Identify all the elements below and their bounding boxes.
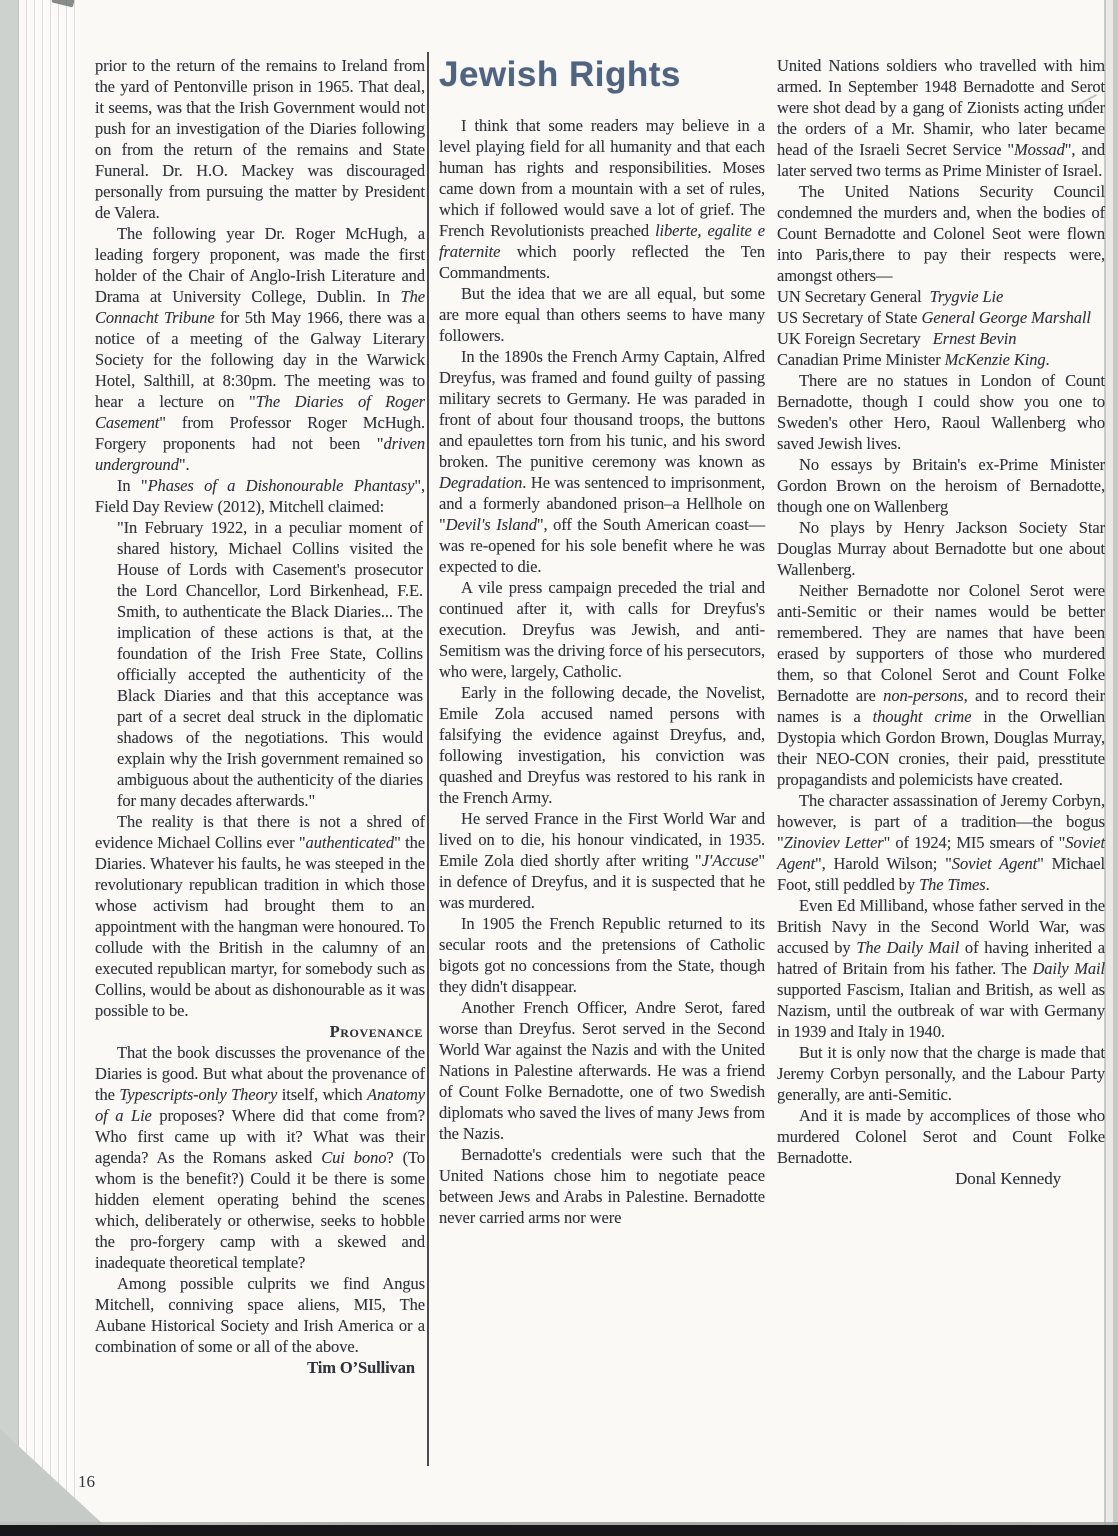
text-run: Canadian Prime Minister	[777, 350, 945, 369]
text-run: Devil's Island	[445, 515, 537, 534]
paragraph	[777, 181, 1105, 286]
text-run: Mossad	[1014, 140, 1065, 159]
paragraph	[439, 913, 765, 997]
paragraph	[777, 517, 1105, 580]
text-run: A vile press campaign preceded the trial and continued after it, with calls for Dreyfus's execution. Dreyfus was Jewish, and anti-Semitism was the driving force of his persecutors, who were, largely, Catholic.	[439, 578, 765, 681]
text-run: UK Foreign Secretary	[777, 329, 933, 348]
scanner-bed-bottom	[0, 1525, 1118, 1536]
text-run: prior to the return of the remains to Ireland from the yard of Pentonville prison in 1965. That deal, it seems, was that the Irish Government would not push for an investigation of the Diaries following on from the return of the remains and State Funeral. Dr. H.O. Mackey was discouraged personally from pursuing the matter by President de Valera.	[95, 56, 425, 222]
text-run: " Michael Foot, still peddled by	[777, 854, 1105, 894]
text-run: The Diaries of Roger Casement	[95, 392, 425, 432]
text-run: Among possible culprits we find Angus Mitchell, conniving space aliens, MI5, The Aubane Historical Society and Irish America or a combination of some or all of the above.	[95, 1274, 425, 1356]
text-run: ? (To whom is the benefit?) Could it be there is some hidden element operating behind the scenes which, deliberately or otherwise, seeks to hobble the pro-forgery camp with a skewed and inadequate theoretical template?	[95, 1148, 426, 1272]
scanner-bed-left	[0, 0, 18, 1536]
paragraph	[439, 997, 765, 1144]
text-run: The following year Dr. Roger McHugh, a leading forgery proponent, was made the first holder of the Chair of Anglo-Irish Literature and Drama at University College, Dublin. In	[95, 224, 425, 306]
paragraph	[439, 346, 765, 577]
text-run: The Connacht Tribune	[95, 287, 425, 327]
text-run: . He was sentenced to imprisonment, and a formerly abandoned prison–a Hellhole on "	[439, 473, 765, 534]
text-run: which poorly reflected the Ten Commandments.	[439, 242, 765, 282]
text-run: in the Orwellian Dystopia which Gordon Brown, Douglas Murray, their NEO-CON cronies, their paid, presstitute propagandists and polemicists have created.	[777, 707, 1105, 789]
text-run: The United Nations Security Council condemned the murders and, when the bodies of Count Bernadotte and Colonel Seot were flown into Paris,there to pay their respects were, amongst others—	[777, 182, 1105, 285]
paragraph	[439, 577, 765, 682]
column-middle	[439, 55, 765, 1228]
text-run: itself, which	[277, 1085, 368, 1104]
paragraph	[439, 682, 765, 808]
page-number: 16	[78, 1472, 95, 1491]
text-run: UN Secretary General	[777, 287, 930, 306]
column-middle-body	[439, 115, 765, 1228]
column-left	[95, 55, 425, 1378]
paragraph	[439, 283, 765, 346]
text-run: In 1905 the French Republic returned to its secular roots and the pretensions of Catholic bigots got no concessions from the State, though they didn't disappear.	[439, 914, 765, 996]
column-right	[777, 55, 1105, 1189]
scanner-bed-right	[1113, 0, 1118, 1536]
paragraph	[117, 517, 423, 811]
paragraph	[777, 55, 1105, 181]
text-run: Trygvie Lie	[929, 287, 1004, 306]
text-run: Another French Officer, Andre Serot, fared worse than Dreyfus. Serot served in the Second World War against the Nazis and with the United Nations in Palestine afterwards. He was a friend of Count Folke Bernadotte, one of two Swedish diplomats who saved the lives of many Jews from the Nazis.	[439, 998, 765, 1143]
paragraph	[95, 1273, 425, 1357]
text-run: The Times	[919, 875, 986, 894]
text-run: US Secretary of State	[777, 308, 922, 327]
text-run: In "	[117, 476, 148, 495]
text-run: liberte, egalite e fraternite	[439, 221, 765, 261]
text-run: No essays by Britain's ex-Prime Minister Gordon Brown on the heroism of Bernadotte, though one on Wallenberg	[777, 455, 1105, 516]
text-run: Degradation	[439, 473, 523, 492]
text-run: There are no statues in London of Count Bernadotte, though I could show you one to Sweden's other Hero, Raoul Wallenberg who saved Jewish lives.	[777, 371, 1105, 453]
text-run: Provenance	[329, 1022, 423, 1041]
text-run: That the book discusses the provenance of the Diaries is good. But what about the provenance of the	[95, 1043, 425, 1104]
signature-left	[95, 1357, 425, 1378]
section-heading-provenance	[95, 1021, 425, 1042]
paragraph	[777, 895, 1105, 1042]
paragraph	[439, 1144, 765, 1228]
text-run: ", and later served two terms as Prime Minister of Israel.	[777, 140, 1105, 180]
text-run: No plays by Henry Jackson Society Star Douglas Murray about Bernadotte but one about Wallenberg.	[777, 518, 1105, 579]
paragraph	[777, 286, 1105, 307]
paragraph	[777, 307, 1105, 328]
book-page-edges	[18, 0, 77, 1536]
text-run: Daily Mail	[1032, 959, 1105, 978]
paragraph	[777, 370, 1105, 454]
text-run: .	[1045, 350, 1050, 369]
text-run: The Daily Mail	[856, 938, 960, 957]
text-run: And it is made by accomplices of those who murdered Colonel Serot and Count Folke Bernadotte.	[777, 1106, 1105, 1167]
text-run: , and to record their names is a	[777, 686, 1105, 726]
column-divider-rule	[427, 52, 429, 1466]
paragraph	[95, 1042, 425, 1273]
text-run: " of 1924; MI5 smears of "	[883, 833, 1066, 852]
text-run: Donal Kennedy	[955, 1169, 1061, 1188]
text-run: for 5th May 1966, there was a notice of a meeting of the Galway Literary Society for the following day in the Warwick Hotel, Salthill, at 8:30pm. The meeting was to hear a lecture on "	[95, 308, 425, 411]
text-run: ", Field Day Review (2012), Mitchell claimed:	[95, 476, 425, 516]
paragraph	[95, 811, 425, 1021]
text-run: "In February 1922, in a peculiar moment of shared history, Michael Collins visited the House of Lords with Casement's prosecutor the Lord Chancellor, Lord Birkenhead, F.E. Smith, to authenticate the Black Diaries... The implication of these actions is that, at the foundation of the Irish Free State, Collins officially accepted the authenticity of the Black Diaries and that this acceptance was part of a secret deal struck in the diplomatic shadows of the negotiations. This would explain why the Irish government remained so ambiguous about the authenticity of the diaries for many decades afterwards."	[117, 518, 423, 810]
text-run: " the Diaries. Whatever his faults, he was steeped in the revolutionary republican tradition in which those whose activism had brought them to an appointment with the hangman were honoured. To collude with the British in the calumny of an executed republican martyr, for somebody such as Collins, would be about as dishonourable as it was possible to be.	[95, 833, 425, 1020]
text-run: ".	[178, 455, 190, 474]
text-run: McKenzie King	[944, 350, 1046, 369]
signature-right	[777, 1168, 1105, 1189]
text-run: In the 1890s the French Army Captain, Alfred Dreyfus, was framed and found guilty of passing military secrets to Germany. He was paraded in front of about four thousand troops, the buttons and epaulettes torn from his tunic, and his sword broken. The punitive ceremony was known as	[439, 347, 765, 471]
text-run: Cui bono	[321, 1148, 387, 1167]
paragraph	[777, 1105, 1105, 1168]
text-run: supported Fascism, Italian and British, as well as Nazism, until the outbreak of war with Germany in 1939 and Italy in 1940.	[777, 980, 1105, 1041]
text-run: Typescripts-only Theory	[119, 1085, 278, 1104]
text-run: ", Harold Wilson; "	[815, 854, 952, 873]
text-run: But it is only now that the charge is made that Jeremy Corbyn personally, and the Labour Party generally, are anti-Semitic.	[777, 1043, 1105, 1104]
text-run: He served France in the First World War and lived on to die, his honour vindicated, in 1935. Emile Zola died shortly after writing "	[439, 809, 765, 870]
text-run: United Nations soldiers who travelled with him armed. In September 1948 Bernadotte and Serot were shot dead by a gang of Zionists acting under the orders of a Mr. Shamir, who later became head of the Israeli Secret Service "	[777, 56, 1105, 159]
text-run: Anatomy of a Lie	[95, 1085, 425, 1125]
text-run: Neither Bernadotte nor Colonel Serot were anti-Semitic or their names would be better remembered. They are names that have been erased by supporters of those who murdered them, so that Colonel Serot and Count Folke Bernadotte are	[777, 581, 1105, 705]
text-run: .	[985, 875, 990, 894]
paragraph	[777, 454, 1105, 517]
text-run: Tim O’Sullivan	[307, 1358, 415, 1377]
text-run: Phases of a Dishonourable Phantasy	[147, 476, 415, 495]
paragraph	[439, 115, 765, 283]
text-run: proposes? Where did that come from? Who first came up with it? What was their agenda? As the Romans asked	[95, 1106, 425, 1167]
paragraph	[439, 808, 765, 913]
text-run: " from Professor Roger McHugh. Forgery proponents had not been "	[95, 413, 425, 453]
text-run: Soviet Agent	[777, 833, 1105, 873]
text-run: The reality is that there is not a shred of evidence Michael Collins ever "	[95, 812, 425, 852]
text-run: General George Marshall	[921, 308, 1091, 327]
text-run: authenticated	[305, 833, 395, 852]
paragraph	[777, 328, 1105, 349]
paragraph	[95, 475, 425, 517]
text-run: But the idea that we are all equal, but some are more equal than others seems to have many followers.	[439, 284, 765, 345]
page-title: Jewish Rights	[439, 55, 681, 94]
text-run: Bernadotte's credentials were such that the United Nations chose him to negotiate peace between Jews and Arabs in Palestine. Bernadotte never carried arms nor were	[439, 1145, 765, 1227]
text-run: Soviet Agent	[951, 854, 1038, 873]
text-run: Even Ed Milliband, whose father served in the British Navy in the Second World War, was accused by	[777, 896, 1105, 957]
text-run: J'Accuse	[701, 851, 759, 870]
text-run: " in defence of Dreyfus, and it is suspected that he was murdered.	[439, 851, 765, 912]
text-run: thought crime	[872, 707, 972, 726]
paragraph	[777, 580, 1105, 790]
paragraph	[777, 349, 1105, 370]
paragraph	[95, 223, 425, 475]
text-run: Ernest Bevin	[932, 329, 1017, 348]
text-run: driven underground	[95, 434, 425, 474]
paragraph	[777, 1042, 1105, 1105]
paragraph	[95, 55, 425, 223]
paragraph	[777, 790, 1105, 895]
text-run: Early in the following decade, the Novelist, Emile Zola accused named persons with falsifying the evidence against Dreyfus, and, following investigation, his conviction was quashed and Dreyfus was restored to his rank in the French Army.	[439, 683, 765, 807]
text-run: I think that some readers may believe in a level playing field for all humanity and that each human has rights and responsibilities. Moses came down from a mountain with a set of rules, which if followed would save a lot of grief. The French Revolutionists preached	[439, 116, 765, 240]
text-run: ", off the South American coast—was re-opened for his sole benefit where he was expected to die.	[439, 515, 765, 576]
text-run: of having inherited a hatred of Britain from his father. The	[777, 938, 1105, 978]
text-run: Zinoviev Letter	[783, 833, 884, 852]
text-run: The character assassination of Jeremy Corbyn, however, is part of a tradition—the bogus "	[777, 791, 1105, 852]
text-run: non-persons	[883, 686, 964, 705]
